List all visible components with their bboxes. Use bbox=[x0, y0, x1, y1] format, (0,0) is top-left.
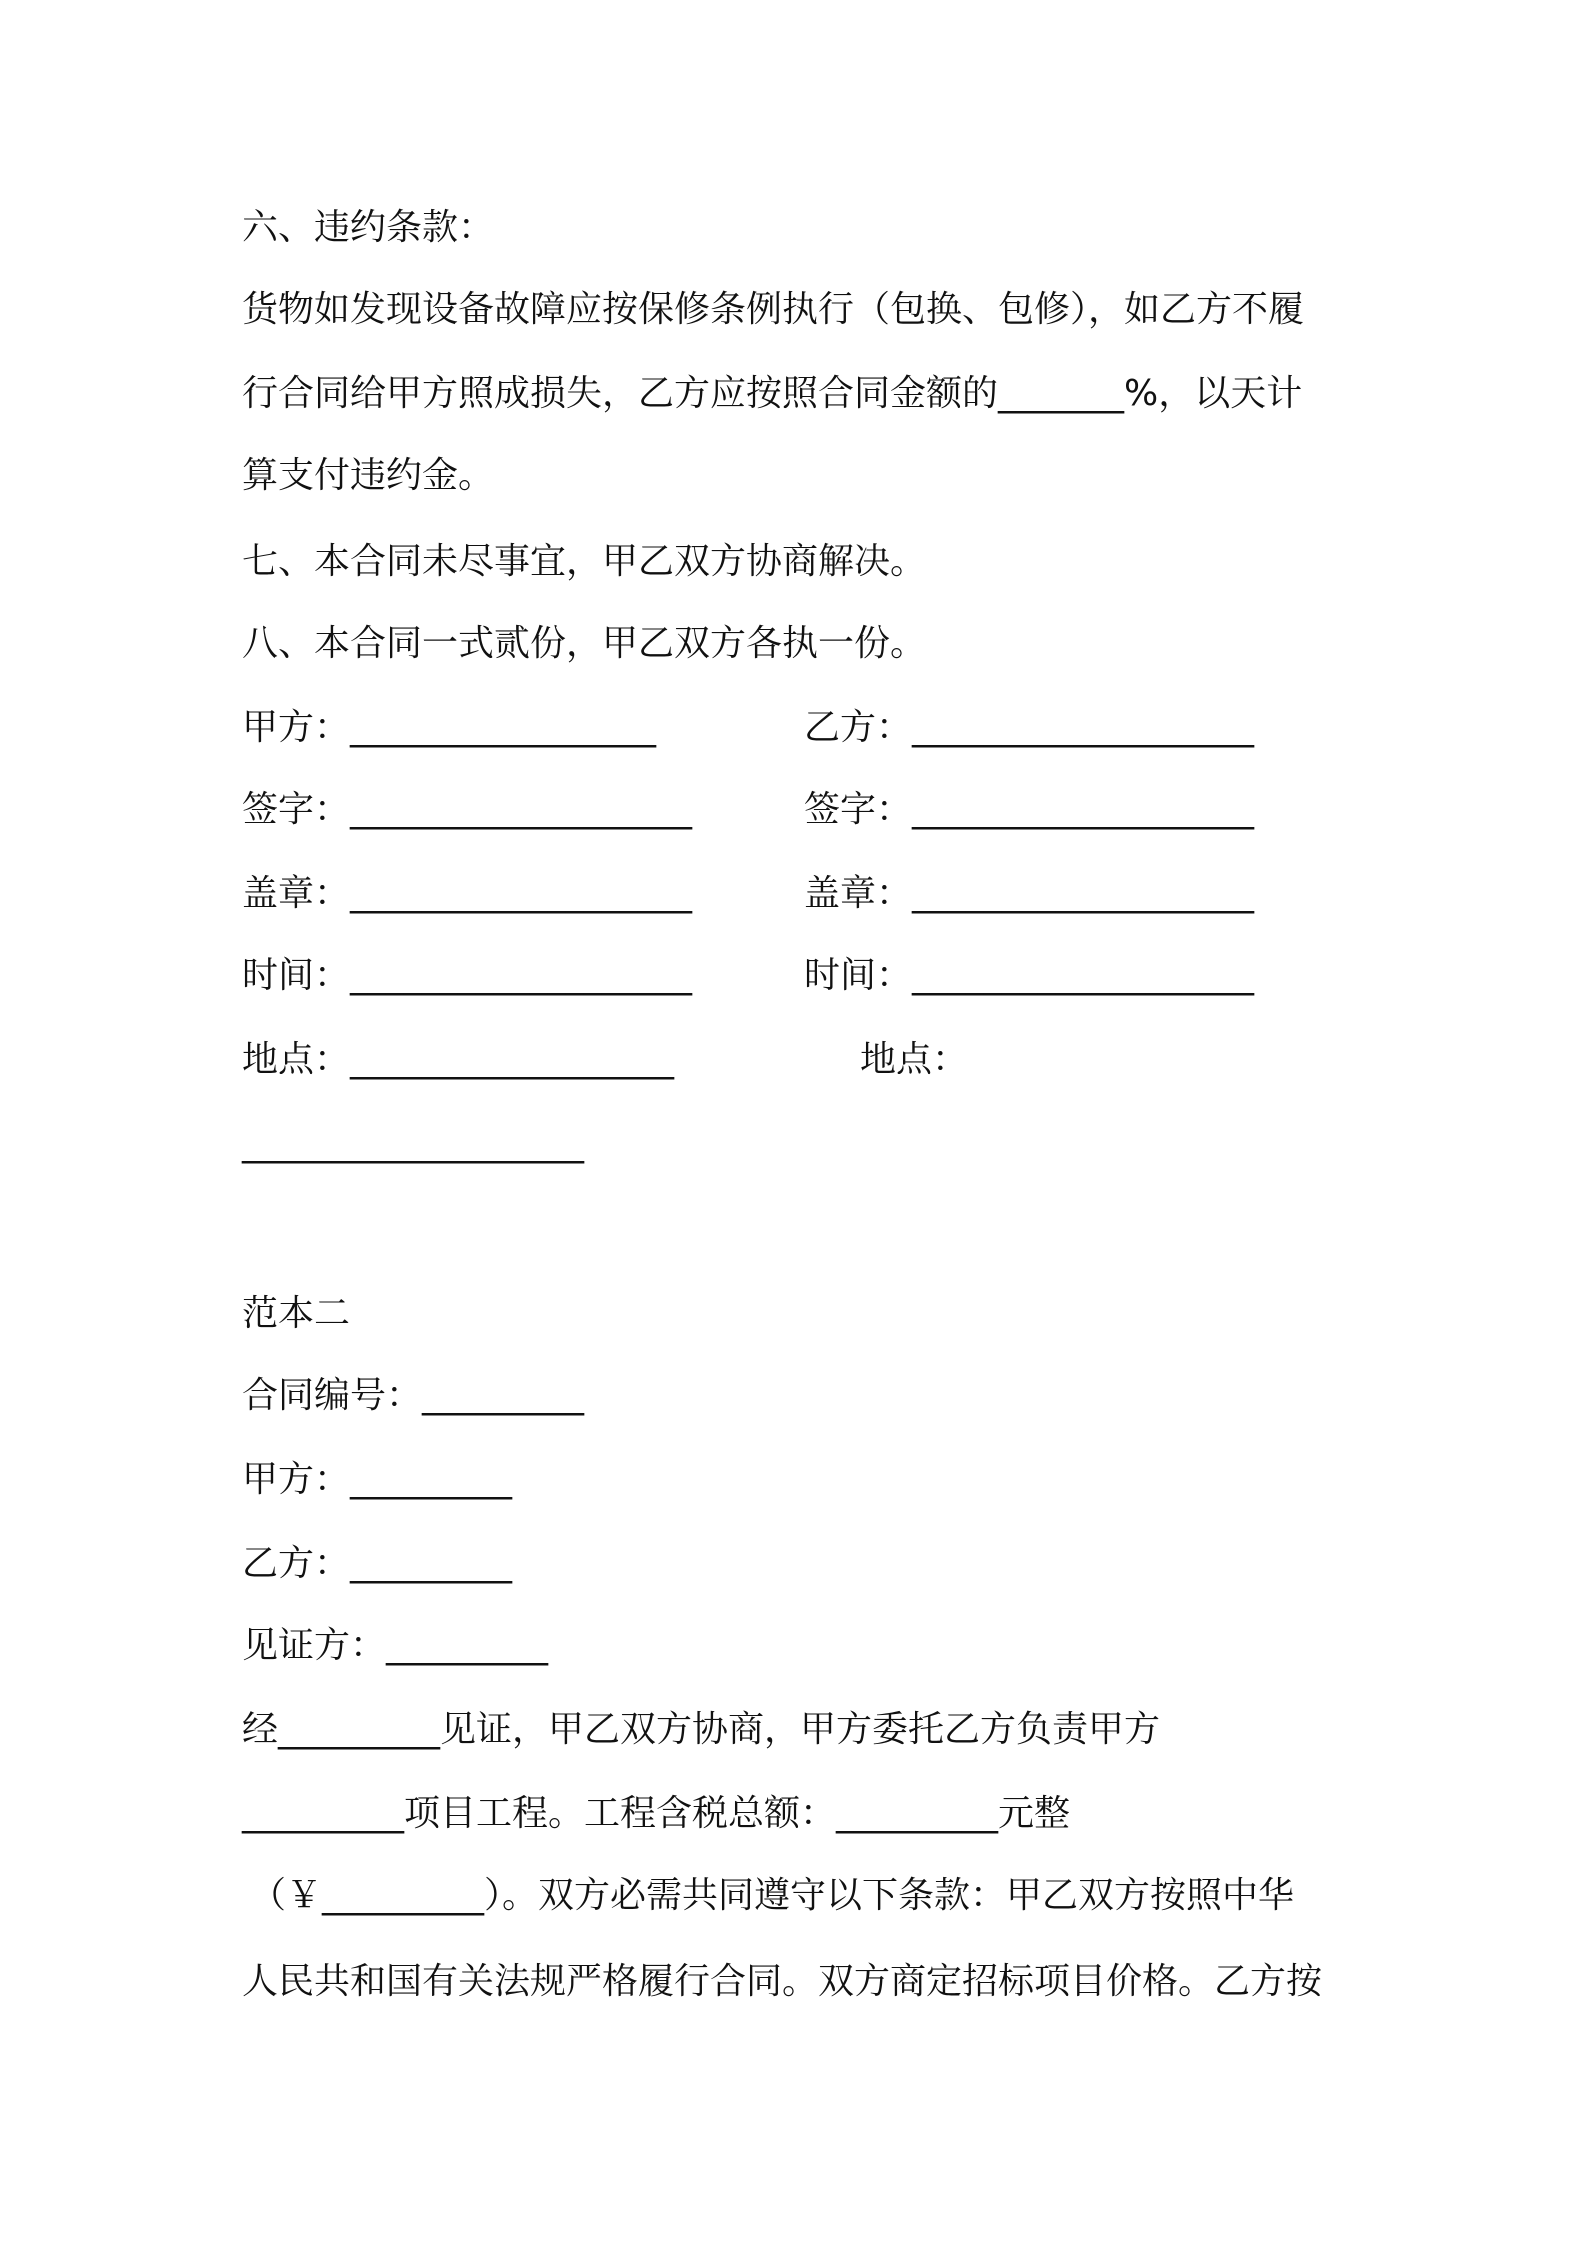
party-b-field: 乙方：___________________ bbox=[804, 707, 1255, 748]
seal-b-field: 盖章：___________________ bbox=[804, 873, 1255, 914]
seal-a-field: 盖章：___________________ bbox=[242, 873, 693, 914]
section-6-heading: 六、违约条款： bbox=[242, 207, 495, 248]
template-2-party-b-field: 乙方：_________ bbox=[242, 1543, 513, 1584]
template-2-paragraph-line-4: 人民共和国有关法规严格履行合同。双方商定招标项目价格。乙方按 bbox=[242, 1961, 1323, 2002]
time-b-field: 时间：___________________ bbox=[804, 955, 1255, 996]
template-2-paragraph-line-2: _________项目工程。工程含税总额：_________元整 bbox=[242, 1793, 1071, 1834]
template-2-paragraph-line-3: （￥_________）。双方必需共同遵守以下条款：甲乙双方按照中华 bbox=[250, 1875, 1295, 1916]
template-2-title: 范本二 bbox=[242, 1293, 351, 1334]
section-6-paragraph-line-3: 算支付违约金。 bbox=[242, 455, 495, 496]
signature-a-field: 签字：___________________ bbox=[242, 789, 693, 830]
section-6-paragraph-line-1: 货物如发现设备故障应按保修条例执行（包换、包修），如乙方不履 bbox=[242, 289, 1305, 330]
contract-number-field: 合同编号：_________ bbox=[242, 1375, 585, 1416]
place-b-label: 地点： bbox=[860, 1039, 969, 1080]
template-2-paragraph-line-1: 经_________见证，甲乙双方协商，甲方委托乙方负责甲方 bbox=[242, 1709, 1161, 1750]
section-8-text: 八、本合同一式贰份，甲乙双方各执一份。 bbox=[242, 623, 927, 664]
witness-field: 见证方：_________ bbox=[242, 1625, 549, 1666]
signature-b-field: 签字：___________________ bbox=[804, 789, 1255, 830]
place-b-blank: ___________________ bbox=[242, 1123, 584, 1164]
place-a-field: 地点：__________________ bbox=[242, 1039, 675, 1080]
time-a-field: 时间：___________________ bbox=[242, 955, 693, 996]
template-2-party-a-field: 甲方：_________ bbox=[242, 1459, 513, 1500]
party-a-field: 甲方：_________________ bbox=[242, 707, 657, 748]
section-7-text: 七、本合同未尽事宜，甲乙双方协商解决。 bbox=[242, 541, 927, 582]
section-6-paragraph-line-2: 行合同给甲方照成损失，乙方应按照合同金额的_______%，以天计 bbox=[242, 373, 1303, 414]
